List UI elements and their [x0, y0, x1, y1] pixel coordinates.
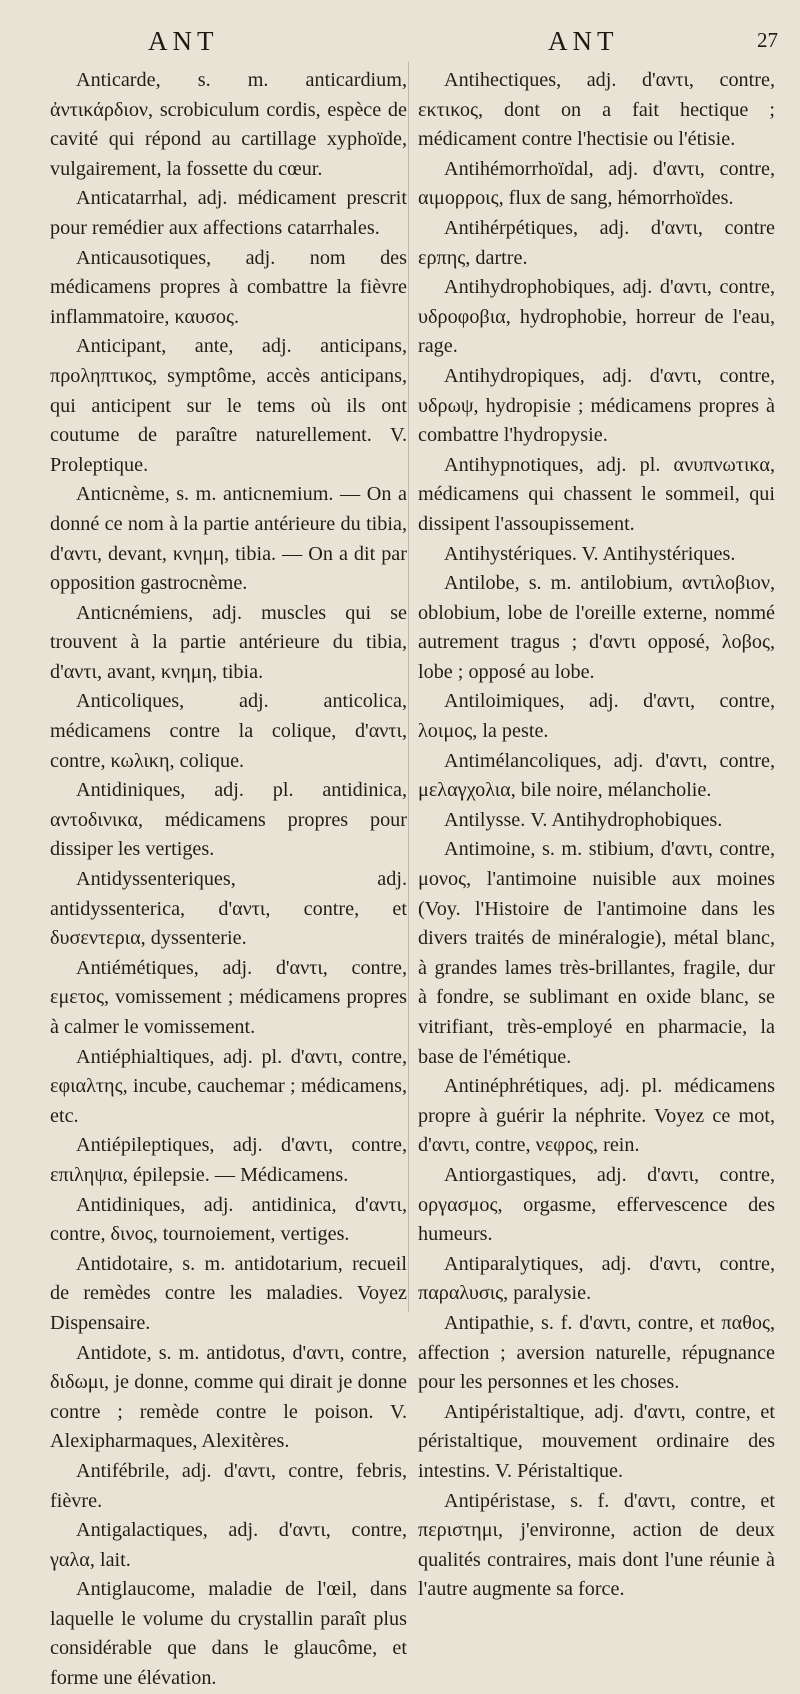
column-divider — [408, 62, 409, 1312]
dictionary-entry: Anticausotiques, adj. nom des médicamens propres à combattre la fièvre inflammatoire, καυσος. — [50, 246, 407, 328]
dictionary-entry: Antipathie, s. f. d'αντι, contre, et παθος, affection ; aversion naturelle, répugnance pour les personnes et les choses. — [418, 1311, 775, 1394]
dictionary-entry: Antimélancoliques, adj. d'αντι, contre, μελαγχολια, bile noire, mélancholie. — [418, 749, 775, 802]
dictionary-entry: Anticoliques, adj. anticolica, médicamens contre la colique, d'αντι, contre, κωλικη, colique. — [50, 690, 407, 772]
left-column — [50, 66, 407, 1694]
dictionary-entry: Antidyssenteriques, adj. antidyssenterica, d'αντι, contre, et δυσεντερια, dyssenterie. — [50, 868, 407, 950]
dictionary-entry: Anticnème, s. m. anticnemium. — On a donné ce nom à la partie antérieure du tibia, d'αντι, devant, κνημη, tibia. — On a dit par opposition gastrocnème. — [50, 483, 407, 595]
dictionary-entry: Antiparalytiques, adj. d'αντι, contre, παραλυσις, paralysie. — [418, 1252, 775, 1305]
dictionary-entry: Antihémorrhoïdal, adj. d'αντι, contre, αιμορροις, flux de sang, hémorrhoïdes. — [418, 157, 775, 210]
dictionary-entry: Antiglaucome, maladie de l'œil, dans laquelle le volume du crystallin paraît plus considérable que dans le glaucôme, et forme une élévation. — [50, 1578, 407, 1690]
dictionary-entry: Antilyssе. V. Antihydrophobiques. — [444, 808, 723, 831]
dictionary-entry: Antimoine, s. m. stibium, d'αντι, contre, μονος, l'antimoine nuisible aux moines (Voy. l'Histoire de l'antimoine dans les divers traités de minéralogie), métal blanc, à grandes lames très-brillantes, fragile, dur à fondre, se sublimant en oxide blanc, se vitrifiant, très-employé en pharmacie, la base de l'émétique. — [418, 838, 775, 1068]
dictionary-entry: Antihydropiques, adj. d'αντι, contre, υδρωψ, hydropisie ; médicamens propres à combattre l'hydropysie. — [418, 364, 775, 447]
dictionary-entry: Anticipant, ante, adj. anticipans, προληπτικος, symptôme, accès anticipans, qui anticipent sur le tems où ils ont coutume de paraître naturellement. V. Proleptique. — [50, 335, 407, 476]
dictionary-entry: Anticnémiens, adj. muscles qui se trouvent à la partie antérieure du tibia, d'αντι, avant, κνημη, tibia. — [50, 601, 407, 683]
right-column — [418, 66, 775, 1605]
dictionary-entry: Antidote, s. m. antidotus, d'αντι, contre, διδωμι, je donne, comme qui dirait je donne contre ; remède contre le poison. V. Alexipharmaques, Alexitères. — [50, 1341, 407, 1453]
dictionary-entry: Antihectiques, adj. d'αντι, contre, εκτικος, dont on a fait hectique ; médicament contre l'hectisie ou l'étisie. — [418, 69, 775, 151]
running-head-left: ANT — [148, 26, 219, 56]
dictionary-entry: Antihypnotiques, adj. pl. ανυπνωτικα, médicamens qui chassent le sommeil, qui dissipent l'assoupissement. — [418, 453, 775, 535]
dictionary-entry: Antinéphrétiques, adj. pl. médicamens propre à guérir la néphrite. Voyez ce mot, d'αντι, contre, νεφρος, rein. — [418, 1075, 775, 1157]
dictionary-entry: Antihystériques. V. Antihystériques. — [444, 542, 736, 565]
dictionary-entry: Antifébrile, adj. d'αντι, contre, febris, fièvre. — [50, 1459, 407, 1512]
dictionary-entry: Antihydrophobiques, adj. d'αντι, contre, υδροφοβια, hydrophobie, horreur de l'eau, rage. — [418, 276, 775, 358]
dictionary-entry: Antipéristase, s. f. d'αντι, contre, et περιστημι, j'environne, action de deux qualités contraires, mais dont l'une réunie à l'autre augmente sa force. — [418, 1489, 775, 1601]
dictionary-entry: Anticatarrhal, adj. médicament prescrit pour remédier aux affections catarrhales. — [50, 187, 407, 239]
dictionary-entry: Antiépileptiques, adj. d'αντι, contre, επιληψια, épilepsie. — Médicamens. — [50, 1134, 407, 1186]
running-head-right: ANT — [548, 26, 619, 56]
dictionary-entry: Antihérpétiques, adj. d'αντι, contre ερπης, dartre. — [418, 216, 775, 269]
dictionary-entry: Antigalactiques, adj. d'αντι, contre, γαλα, lait. — [50, 1519, 407, 1571]
dictionary-entry: Antiémétiques, adj. d'αντι, contre, εμετος, vomissement ; médicamens propres à calmer le vomissement. — [50, 956, 407, 1038]
dictionary-entry: Antilobe, s. m. antilobium, αντιλοβιον, oblobium, lobe de l'oreille externe, nommé autrement tragus ; d'αντι opposé, λοβος, lobe ; opposé au lobe. — [418, 572, 775, 683]
dictionary-entry: Antidiniques, adj. pl. antidinica, αντοδινικα, médicamens propres pour dissiper les vertiges. — [50, 779, 407, 861]
dictionary-entry: Antidiniques, adj. antidinica, d'αντι, contre, δινος, tournoiement, vertiges. — [50, 1193, 407, 1246]
dictionary-entry: Anticarde, s. m. anticardium, ἀντικάρδιον, scrobiculum cordis, espèce de cavité qui répond au cartillage xyphoïde, vulgairement, la fossette du cœur. — [50, 69, 407, 180]
dictionary-entry: Antiéphialtiques, adj. pl. d'αντι, contre, εφιαλτης, incube, cauchemar ; médicamens, etc. — [50, 1045, 407, 1127]
dictionary-entry: Antiloimiques, adj. d'αντι, contre, λοιμος, la peste. — [418, 690, 775, 743]
page-number: 27 — [757, 28, 778, 52]
dictionary-entry: Antiorgastiques, adj. d'αντι, contre, οργασμος, orgasme, effervescence des humeurs. — [418, 1163, 775, 1246]
dictionary-entry: Antidotaire, s. m. antidotarium, recueil de remèdes contre les maladies. Voyez Dispensaire. — [50, 1252, 407, 1334]
dictionary-entry: Antipéristaltique, adj. d'αντι, contre, et péristaltique, mouvement ordinaire des intestins. V. Péristaltique. — [418, 1400, 775, 1482]
